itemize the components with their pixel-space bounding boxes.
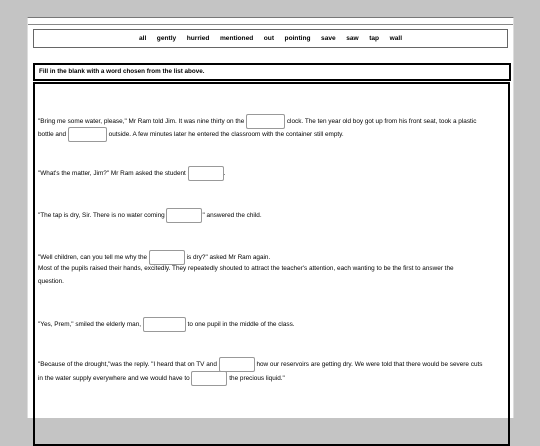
paragraph-line xyxy=(38,278,64,285)
text: outside. A few minutes later he entered the classroom with the container still empty. xyxy=(108,131,344,139)
word-bank-item: pointing xyxy=(284,35,311,42)
text: "What's the matter, Jim?" Mr Ram asked the student xyxy=(38,170,186,178)
paragraph-line xyxy=(38,265,454,272)
worksheet-page xyxy=(27,17,514,418)
word-bank-item: all xyxy=(138,35,147,42)
word-bank-item: wall xyxy=(389,35,403,42)
text: Most of the pupils raised their hands, excitedly. They repeatedly shouted to attract the teacher's attention, each wanting to be the first to answer the xyxy=(38,265,454,272)
text: "The tap is dry, Sir. There is no water coming xyxy=(38,212,165,220)
blank-input-4[interactable] xyxy=(166,208,202,223)
paragraph-line xyxy=(38,317,295,332)
text: " answered the child. xyxy=(202,212,262,220)
instruction-box xyxy=(33,63,511,81)
word-bank xyxy=(33,29,508,48)
paragraph-line xyxy=(38,127,344,142)
text: to one pupil in the middle of the class. xyxy=(187,321,295,329)
text: in the water supply everywhere and we would have to xyxy=(38,375,190,383)
word-bank-item: mentioned xyxy=(219,35,254,42)
text: clock. The ten year old boy got up from his front seat, took a plastic xyxy=(286,118,477,126)
word-bank-item: hurried xyxy=(186,35,210,42)
paragraph-line xyxy=(38,371,285,386)
text: "Yes, Prem," smiled the elderly man, xyxy=(38,321,142,329)
blank-input-2[interactable] xyxy=(68,127,107,142)
text: question. xyxy=(38,278,64,285)
paragraph-line xyxy=(38,250,270,265)
text: . xyxy=(223,170,226,178)
divider xyxy=(28,24,513,25)
text: "Because of the drought,"was the reply. "I heard that on TV and xyxy=(38,361,217,369)
text: "Well children, can you tell me why the xyxy=(38,254,148,262)
paragraph-line xyxy=(38,166,225,181)
word-bank-item: out xyxy=(263,35,275,42)
text: bottle and xyxy=(38,131,67,139)
word-bank-item: save xyxy=(321,35,336,42)
blank-input-5[interactable] xyxy=(149,250,185,265)
story-box xyxy=(33,82,510,446)
paragraph-line xyxy=(38,208,262,223)
word-bank-item: tap xyxy=(369,35,380,42)
text: the precious liquid." xyxy=(229,375,285,383)
word-bank-item: gently xyxy=(156,35,177,42)
instruction-text: Fill in the blank with a word chosen from the list above. xyxy=(39,68,205,75)
text: "Bring me some water, please," Mr Ram told Jim. It was nine thirty on the xyxy=(38,118,245,126)
text: how our reservoirs are getting dry. We were told that there would be severe cuts xyxy=(256,361,483,369)
blank-input-3[interactable] xyxy=(188,166,224,181)
word-bank-item: saw xyxy=(346,35,359,42)
blank-input-7[interactable] xyxy=(219,357,255,372)
paragraph-line xyxy=(38,357,482,372)
blank-input-8[interactable] xyxy=(191,371,227,386)
blank-input-6[interactable] xyxy=(143,317,186,332)
text: is dry?" asked Mr Ram again. xyxy=(186,254,271,262)
